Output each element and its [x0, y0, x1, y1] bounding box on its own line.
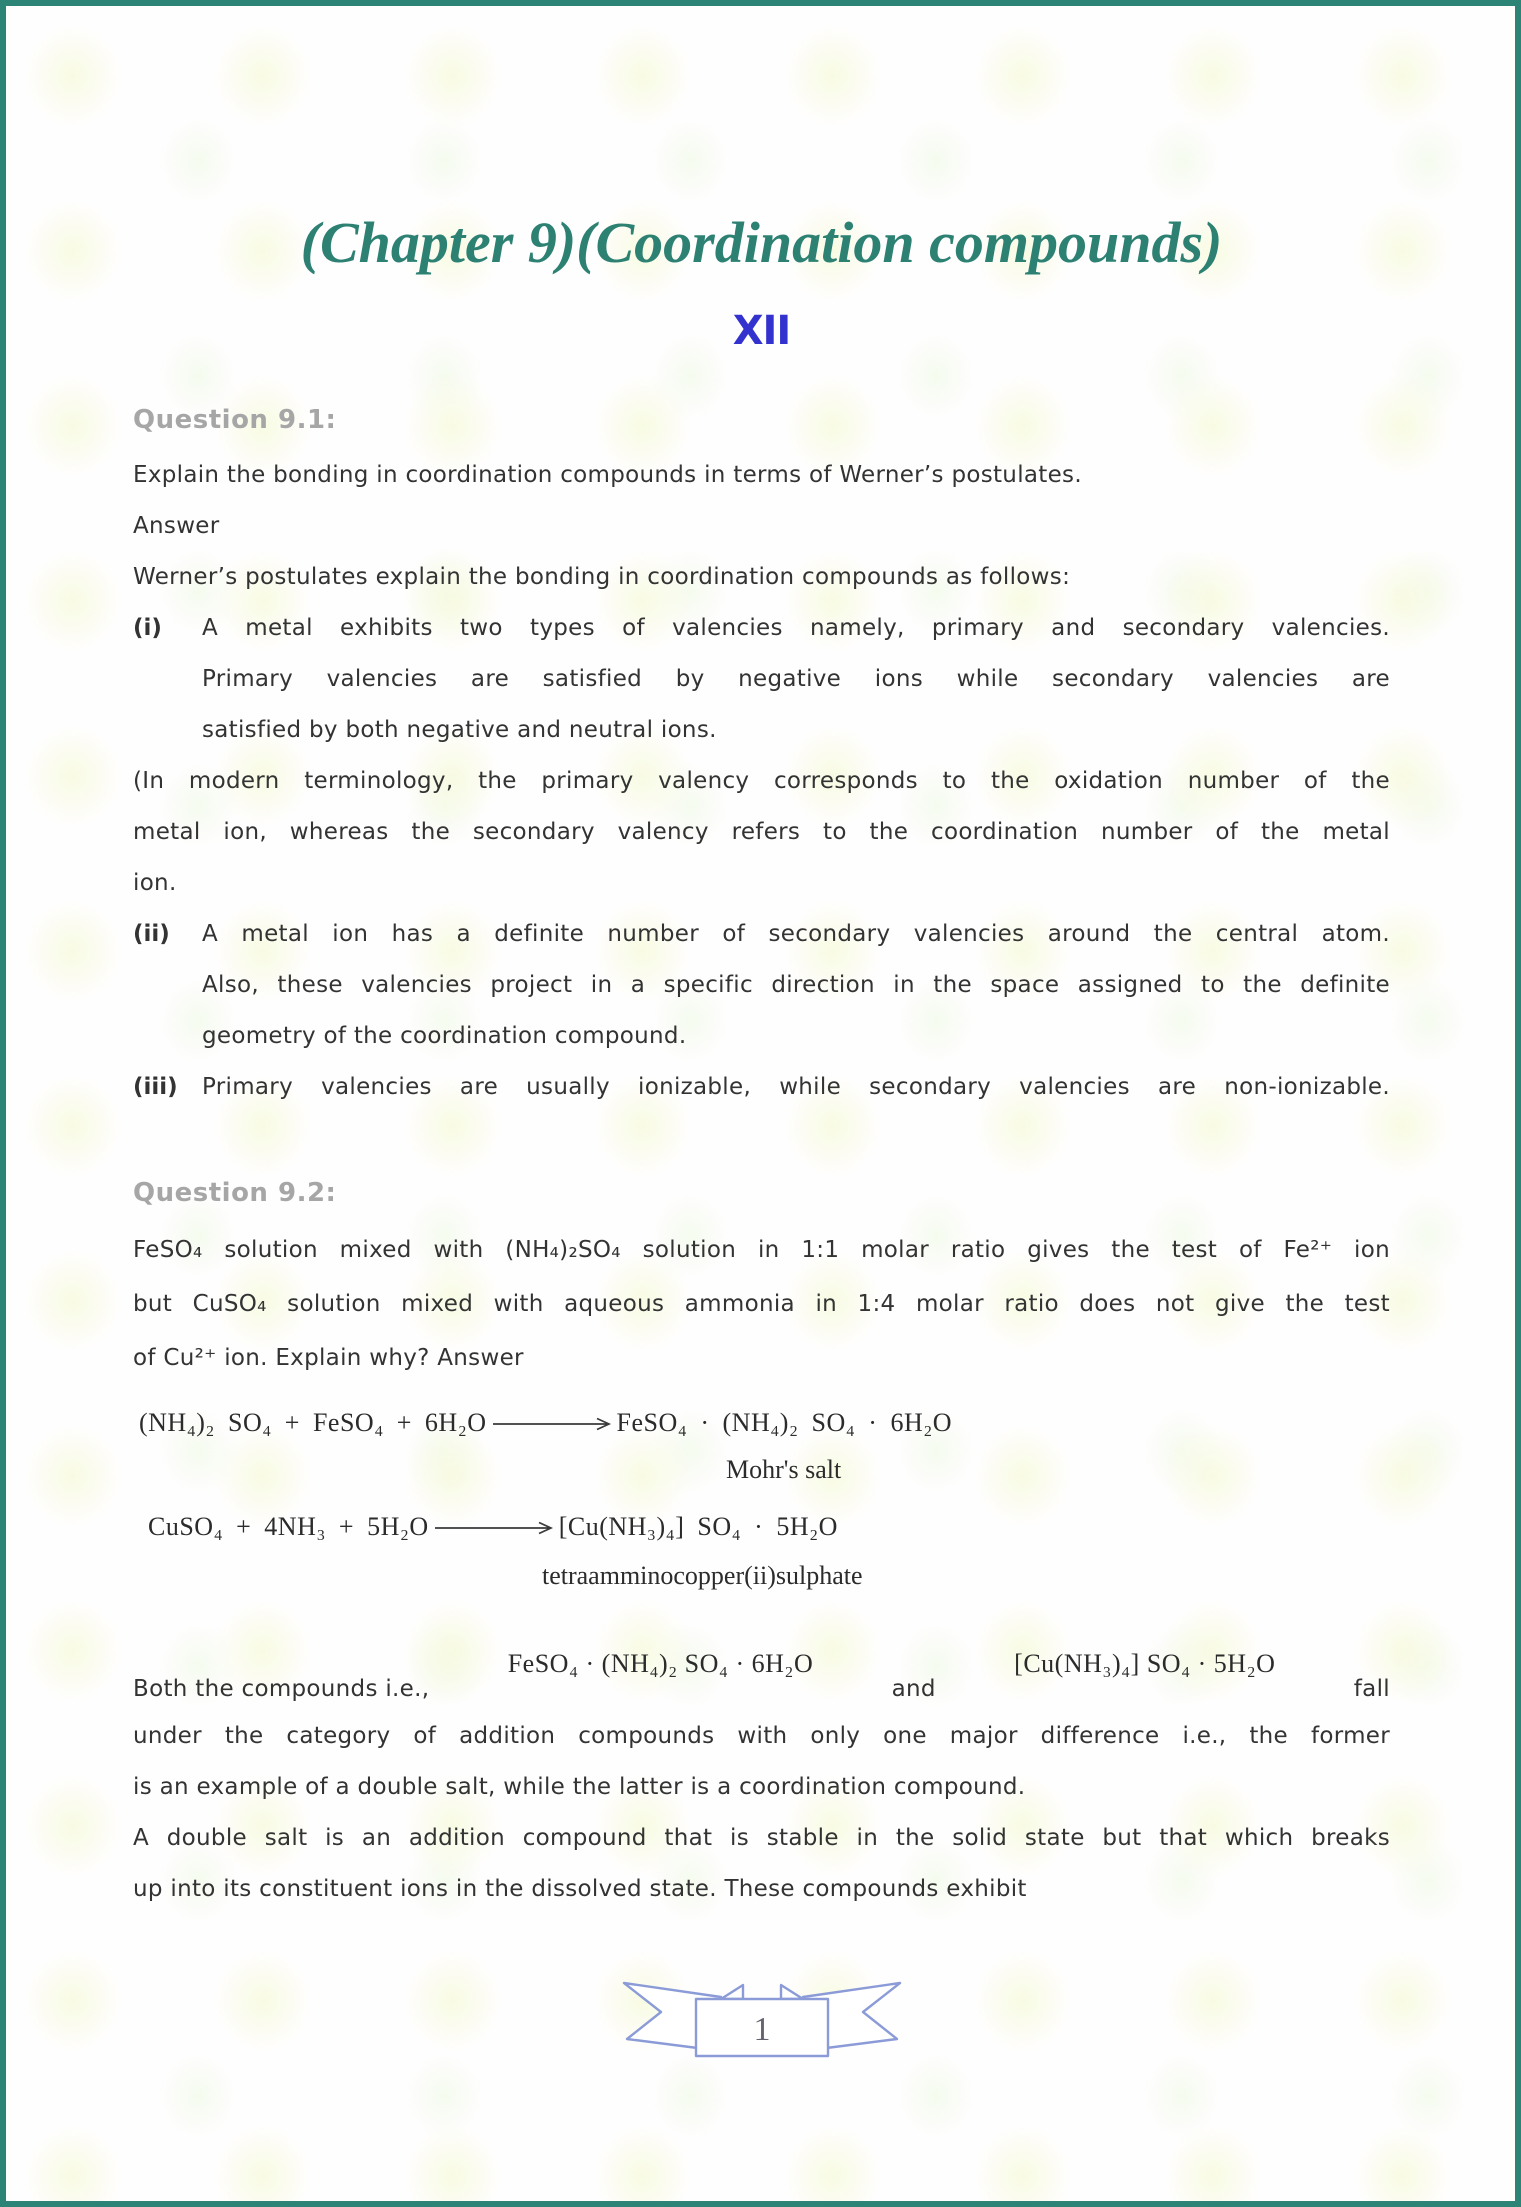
item-marker-iii: (iii)	[133, 1074, 178, 1100]
equation-1-lhs: (NH₄)₂ SO₄ + FeSO₄ + 6H₂O	[139, 1408, 487, 1437]
item-marker-i: (i)	[133, 615, 162, 641]
chemical-equation-mohrs-salt	[139, 1401, 1390, 1445]
question-9-1-heading: Question 9.1:	[133, 405, 337, 435]
q1-note-line-3: ion.	[133, 870, 177, 896]
q1-note-line-2: metal ion, whereas the secondary valency refers to the coordination number of the metal	[133, 819, 1390, 845]
item-ii-line-1: A metal ion has a definite number of secondary valencies around the central atom.	[202, 921, 1390, 947]
page-content	[6, 204, 1515, 2082]
comparison-conjunction: and	[891, 1676, 936, 1702]
item-ii-line-2: Also, these valencies project in a specific direction in the space assigned to the definite	[202, 972, 1390, 998]
q1-note-line-1: (In modern terminology, the primary valency corresponds to the oxidation number of the	[133, 768, 1390, 794]
equation-1-product-label: Mohr's salt	[726, 1455, 842, 1484]
closing-line-1: under the category of addition compounds with only one major difference i.e., the former	[133, 1723, 1390, 1749]
page-number: 1	[753, 2011, 770, 2048]
reaction-arrow-icon	[491, 1416, 613, 1432]
compound-comparison-line	[133, 1631, 1390, 1705]
equation-2-product-label: tetraamminocopper(ii)sulphate	[542, 1561, 863, 1590]
q1-question-line: Explain the bonding in coordination compounds in terms of Werner’s postulates.	[133, 462, 1082, 488]
question-9-2-heading: Question 9.2:	[133, 1178, 337, 1208]
q2-question-line-2: but CuSO₄ solution mixed with aqueous ammonia in 1:4 molar ratio does not give the test	[133, 1291, 1390, 1317]
list-item-iii	[133, 1062, 1390, 1113]
item-i-line-2: Primary valencies are satisfied by negative ions while secondary valencies are	[202, 666, 1390, 692]
reaction-arrow-icon	[433, 1520, 555, 1536]
item-iii-line-1: Primary valencies are usually ionizable, while secondary valencies are non-ionizable.	[202, 1074, 1390, 1100]
item-i-line-3: satisfied by both negative and neutral ions.	[202, 717, 717, 743]
closing-line-2: is an example of a double salt, while the latter is a coordination compound.	[133, 1774, 1026, 1800]
equation-2-rhs: [Cu(NH₃)₄] SO₄ · 5H₂O	[558, 1512, 838, 1541]
page-footer	[133, 1973, 1390, 2082]
list-item-i	[133, 603, 1390, 756]
q1-intro-line: Werner’s postulates explain the bonding in coordination compounds as follows:	[133, 564, 1071, 590]
comparison-formula-b: [Cu(NH₃)₄] SO₄ · 5H₂O	[1014, 1649, 1276, 1678]
comparison-prefix: Both the compounds i.e.,	[133, 1676, 430, 1702]
comparison-suffix: fall	[1353, 1676, 1390, 1702]
item-ii-line-3: geometry of the coordination compound.	[202, 1023, 687, 1049]
q2-question-line-1: FeSO₄ solution mixed with (NH₄)₂SO₄ solution in 1:1 molar ratio gives the test of Fe²⁺ ion	[133, 1237, 1390, 1263]
equation-2-lhs: CuSO₄ + 4NH₃ + 5H₂O	[148, 1512, 429, 1541]
ribbon-right-fold	[781, 1985, 803, 1999]
page-number-ribbon	[621, 1973, 903, 2078]
ribbon-left-fold	[721, 1985, 743, 1999]
q2-question-line-3: of Cu²⁺ ion. Explain why? Answer	[133, 1345, 524, 1371]
closing-line-4: up into its constituent ions in the dissolved state. These compounds exhibit	[133, 1876, 1027, 1902]
comparison-formula-a: FeSO₄ · (NH₄)₂ SO₄ · 6H₂O	[507, 1649, 814, 1678]
chapter-title: (Chapter 9)(Coordination compounds)	[300, 210, 1223, 275]
item-i-line-1: A metal exhibits two types of valencies namely, primary and secondary valencies.	[202, 615, 1390, 641]
grade-label: XII	[732, 308, 791, 354]
closing-line-3: A double salt is an addition compound that is stable in the solid state but that which breaks	[133, 1825, 1390, 1851]
list-item-ii	[133, 909, 1390, 1062]
chemical-equation-tetraammine	[148, 1505, 1390, 1549]
equation-1-rhs: FeSO₄ · (NH₄)₂ SO₄ · 6H₂O	[616, 1408, 953, 1437]
q1-answer-label: Answer	[133, 513, 220, 539]
item-marker-ii: (ii)	[133, 921, 170, 947]
